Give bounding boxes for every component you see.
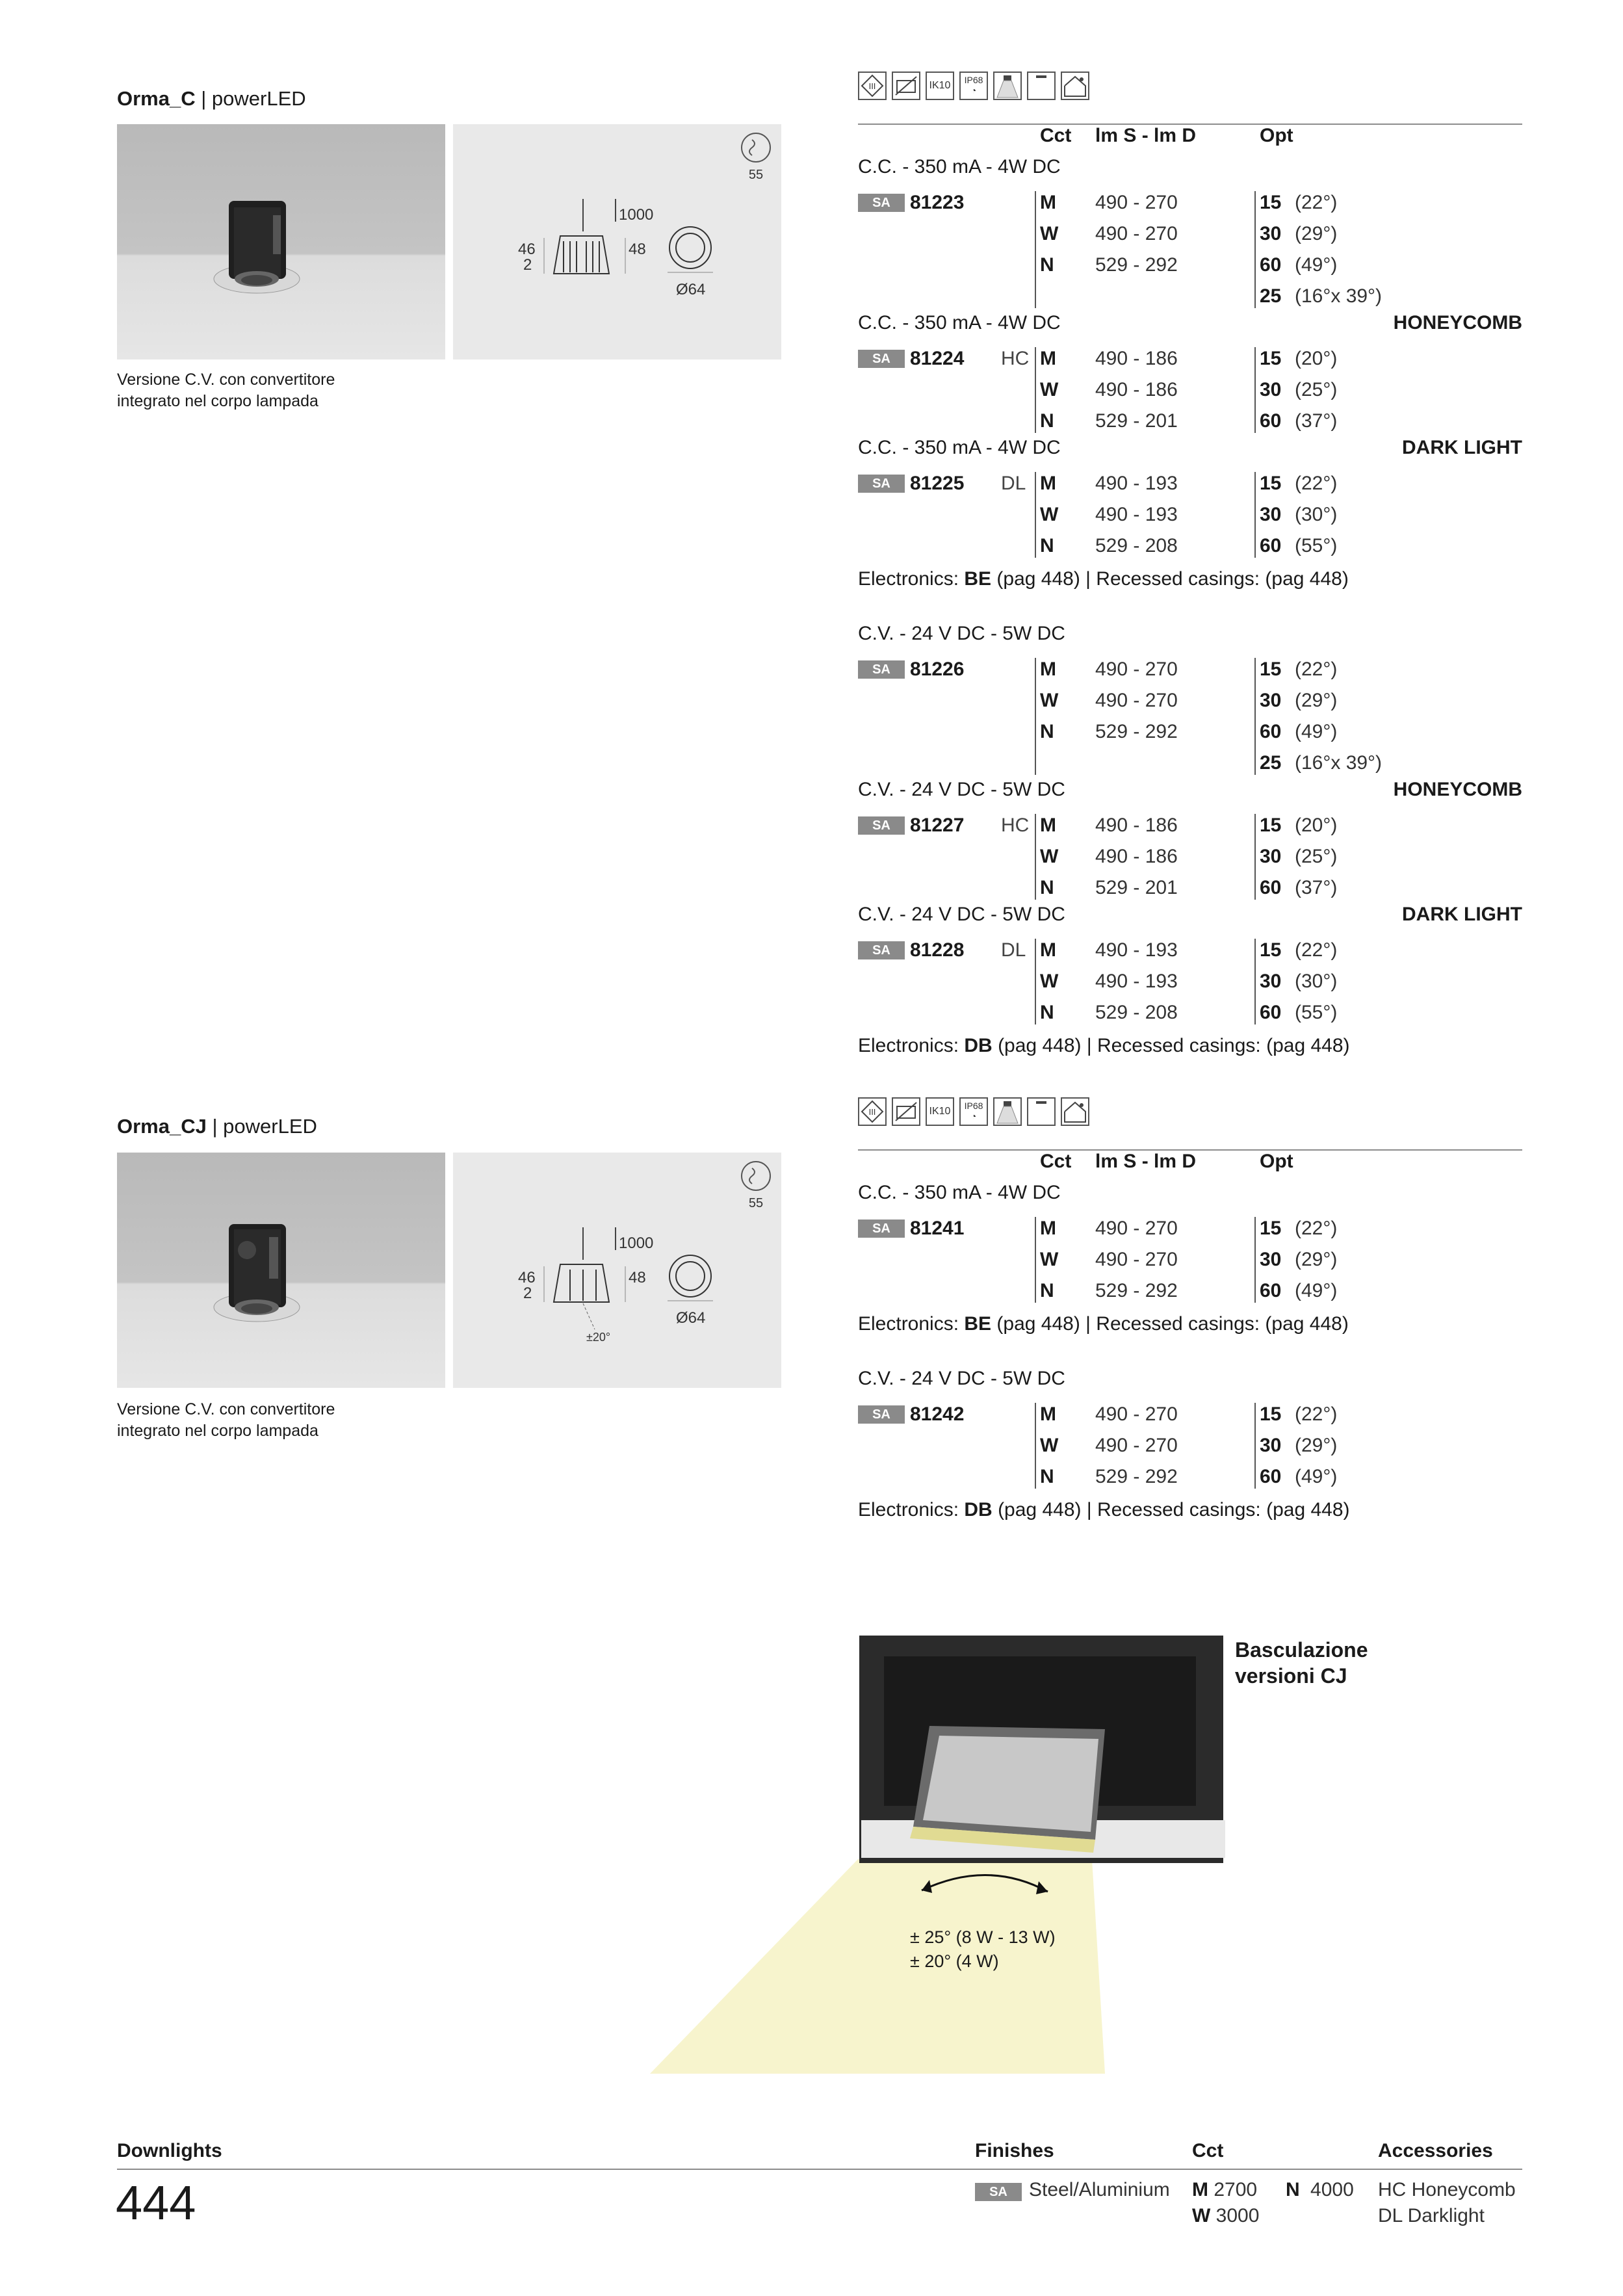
dim-48: 48 (629, 1269, 646, 1286)
cct-n-value: 4000 (1310, 2179, 1354, 2200)
orma-cj-81242-angle: (49°) (1295, 1466, 1338, 1487)
orma-c-81226-code: 81226 (910, 659, 965, 680)
orma-c-81228-lumen: 490 - 193 (1095, 939, 1178, 961)
orma-c-81227-divider-1 (1035, 814, 1036, 900)
orma-c-81228-divider-1 (1035, 939, 1036, 1024)
orma-c-81223-code: 81223 (910, 192, 965, 213)
accessory-dl: DL Darklight (1378, 2205, 1485, 2226)
orma-c-81223-divider-1 (1035, 191, 1036, 308)
orma-c-IP68-icon: IP68 ◔ (959, 72, 988, 100)
orma-cj-81241-optic: 15 (1260, 1218, 1282, 1239)
orma-cj-81241-section-label: C.C. - 350 mA - 4W DC (858, 1182, 1061, 1203)
orma-c-81227-section-label: C.V. - 24 V DC - 5W DC (858, 779, 1065, 800)
orma-cj-head-lm: lm S - lm D (1095, 1151, 1197, 1172)
orma-c-81225-divider-2 (1254, 472, 1256, 558)
orma-cj-81242-divider-2 (1254, 1403, 1256, 1489)
orma-cj-81242-angle: (29°) (1295, 1435, 1338, 1456)
dim-64: Ø64 (676, 281, 706, 298)
technical-drawing-orma-cj (453, 1153, 781, 1388)
orma-c-81224-divider-1 (1035, 347, 1036, 433)
dim-20: ±20° (586, 1331, 611, 1344)
orma-cj-81241-lumen: 529 - 292 (1095, 1280, 1178, 1301)
dim-46: 46 (518, 241, 536, 258)
orma-c-81224-divider-2 (1254, 347, 1256, 433)
orma-c-81226-angle: (29°) (1295, 690, 1338, 711)
orma-c-81223-angle: (16°x 39°) (1295, 285, 1383, 307)
orma-c-81228-section-label: C.V. - 24 V DC - 5W DC (858, 904, 1065, 925)
orma-c-81224-angle: (20°) (1295, 348, 1338, 369)
orma-cj-81242-lumen: 529 - 292 (1095, 1466, 1178, 1487)
orma-c-81225-angle: (22°) (1295, 473, 1338, 494)
footer-rule (117, 2169, 1522, 2170)
orma-c-81224-cct: M (1040, 348, 1056, 369)
orma-cj-81242-optic: 60 (1260, 1466, 1282, 1487)
orma-cj-81242-section-label: C.V. - 24 V DC - 5W DC (858, 1368, 1065, 1389)
orma-c-81228-angle: (22°) (1295, 939, 1338, 961)
orma-c-81223-optic: 15 (1260, 192, 1282, 213)
orma-c-81224-section-label: C.C. - 350 mA - 4W DC (858, 312, 1061, 333)
orma-c-81226-divider-1 (1035, 658, 1036, 775)
orma-cj-ceiling-icon (1027, 1097, 1056, 1126)
orma-c-81226-optic: 60 (1260, 721, 1282, 742)
page-number: 444 (116, 2176, 196, 2230)
footer-category: Downlights (117, 2140, 222, 2161)
orma-cj-81241-divider-1 (1035, 1217, 1036, 1303)
product-photo-orma-c (117, 124, 445, 359)
orma-c-81226-optic: 15 (1260, 659, 1282, 680)
orma-cj-81241-angle: (22°) (1295, 1218, 1338, 1239)
accessory-hc: HC Honeycomb (1378, 2179, 1516, 2200)
orma-cj-81241-cct: W (1040, 1249, 1059, 1270)
orma-c-81227-lumen: 490 - 186 (1095, 846, 1178, 867)
orma-c-81227-code: 81227 (910, 815, 965, 836)
orma-c-head-lm: lm S - lm D (1095, 125, 1197, 146)
orma-cj-81242-optic: 15 (1260, 1403, 1282, 1425)
orma-cj-81241-angle: (29°) (1295, 1249, 1338, 1270)
orma-cj-81241-cct: N (1040, 1280, 1054, 1301)
orma-cj-81241-lumen: 490 - 270 (1095, 1249, 1178, 1270)
orma-cj-81241-divider-2 (1254, 1217, 1256, 1303)
orma-cj-head-cct: Cct (1040, 1151, 1072, 1172)
orma-c-electronics-note-2: Electronics: DB (pag 448) | Recessed casings: (pag 448) (858, 1035, 1350, 1056)
orma-c-81226-angle: (22°) (1295, 659, 1338, 680)
orma-cj-81241-lumen: 490 - 270 (1095, 1218, 1178, 1239)
orma-c-electronics-note-1: Electronics: BE (pag 448) | Recessed casings: (pag 448) (858, 568, 1349, 590)
finish-name: Steel/Aluminium (1029, 2179, 1170, 2200)
orma-c-81226-divider-2 (1254, 658, 1256, 775)
orma-c-81225-optic: 60 (1260, 535, 1282, 556)
orma-c-81223-lumen: 490 - 270 (1095, 192, 1178, 213)
orma-c-81228-variant-tag: DARK LIGHT (1402, 904, 1522, 925)
orma-cj-81242-lumen: 490 - 270 (1095, 1435, 1178, 1456)
orma-c-81228-optic: 30 (1260, 971, 1282, 992)
orma-cj-81242-divider-1 (1035, 1403, 1036, 1489)
orma-c-81226-lumen: 529 - 292 (1095, 721, 1178, 742)
orma-cj-IP68-icon: IP68 ◔ (959, 1097, 988, 1126)
orma-cj-no-cover-icon (892, 1097, 920, 1126)
caption-orma-c: Versione C.V. con convertitore integrato nel corpo lampada (117, 371, 335, 410)
orma-c-81228-accessory: DL (1001, 939, 1026, 961)
svg-text:III: III (868, 81, 876, 91)
footer-cct-heading: Cct (1192, 2140, 1224, 2161)
orma-c-81224-code: 81224 (910, 348, 965, 369)
technical-drawing-orma-c (453, 124, 781, 359)
orma-c-81227-finish-badge: SA (858, 816, 905, 835)
orma-c-81227-optic: 30 (1260, 846, 1282, 867)
orma-c-81226-angle: (49°) (1295, 721, 1338, 742)
orma-c-81223-lumen: 490 - 270 (1095, 223, 1178, 244)
orma-c-81225-optic: 15 (1260, 473, 1282, 494)
orma-c-81227-accessory: HC (1001, 815, 1030, 836)
orma-cj-81242-cct: W (1040, 1435, 1059, 1456)
orma-c-head-opt: Opt (1260, 125, 1293, 146)
orma-c-81225-section-label: C.C. - 350 mA - 4W DC (858, 437, 1061, 458)
orma-cj-81242-optic: 30 (1260, 1435, 1282, 1456)
orma-c-81224-variant-tag: HONEYCOMB (1393, 312, 1522, 333)
orma-c-81228-cct: N (1040, 1002, 1054, 1023)
orma-c-81224-optic: 15 (1260, 348, 1282, 369)
orma-cj-81241-angle: (49°) (1295, 1280, 1338, 1301)
orma-c-81225-optic: 30 (1260, 504, 1282, 525)
orma-c-81223-finish-badge: SA (858, 194, 905, 212)
orma-c-81225-code: 81225 (910, 473, 965, 494)
orma-c-81226-cct: W (1040, 690, 1059, 711)
orma-cj-IK10-icon: IK10 (926, 1097, 954, 1126)
orma-c-81225-cct: M (1040, 473, 1056, 494)
orma-c-81224-lumen: 490 - 186 (1095, 379, 1178, 400)
orma-c-81228-angle: (55°) (1295, 1002, 1338, 1023)
orma-c-81225-cct: W (1040, 504, 1059, 525)
dim-55: 55 (748, 1196, 764, 1210)
orma-cj-III-icon (858, 1097, 887, 1126)
orma-c-81224-cct: N (1040, 410, 1054, 432)
orma-c-81227-cct: M (1040, 815, 1056, 836)
orma-c-81223-cct: W (1040, 223, 1059, 244)
orma-c-81224-lumen: 529 - 201 (1095, 410, 1178, 432)
orma-c-81224-angle: (25°) (1295, 379, 1338, 400)
orma-cj-81242-code: 81242 (910, 1403, 965, 1425)
orma-cj-house-icon (1061, 1097, 1089, 1126)
orma-c-81228-code: 81228 (910, 939, 965, 961)
dim-55: 55 (748, 168, 764, 182)
orma-c-81225-lumen: 490 - 193 (1095, 504, 1178, 525)
orma-c-81227-lumen: 529 - 201 (1095, 877, 1178, 898)
orma-cj-81241-optic: 60 (1260, 1280, 1282, 1301)
orma-c-81226-optic: 30 (1260, 690, 1282, 711)
orma-c-81223-optic: 25 (1260, 285, 1282, 307)
orma-c-81227-angle: (25°) (1295, 846, 1338, 867)
orma-c-81227-cct: N (1040, 877, 1054, 898)
orma-c-81228-lumen: 529 - 208 (1095, 1002, 1178, 1023)
orma-c-81226-lumen: 490 - 270 (1095, 659, 1178, 680)
finish-badge: SA (975, 2183, 1022, 2201)
orma-c-81228-finish-badge: SA (858, 941, 905, 959)
orma-c-81227-divider-2 (1254, 814, 1256, 900)
orma-c-81223-optic: 30 (1260, 223, 1282, 244)
orma-c-81227-optic: 60 (1260, 877, 1282, 898)
orma-c-III-icon (858, 72, 887, 100)
orma-c-81224-cct: W (1040, 379, 1059, 400)
orma-c-81228-optic: 60 (1260, 1002, 1282, 1023)
orma-c-81223-optic: 60 (1260, 254, 1282, 276)
orma-cj-81242-lumen: 490 - 270 (1095, 1403, 1178, 1425)
orma-c-ceiling-icon (1027, 72, 1056, 100)
orma-c-81227-angle: (20°) (1295, 815, 1338, 836)
orma-c-81228-angle: (30°) (1295, 971, 1338, 992)
orma-c-81226-lumen: 490 - 270 (1095, 690, 1178, 711)
orma-cj-tilt-lamp-icon (993, 1097, 1022, 1126)
orma-c-81227-cct: W (1040, 846, 1059, 867)
orma-c-81224-optic: 60 (1260, 410, 1282, 432)
footer-finishes-heading: Finishes (975, 2140, 1054, 2161)
orma-c-81227-angle: (37°) (1295, 877, 1338, 898)
orma-c-house-icon (1061, 72, 1089, 100)
orma-c-head-cct: Cct (1040, 125, 1072, 146)
orma-c-81226-section-label: C.V. - 24 V DC - 5W DC (858, 623, 1065, 644)
orma-cj-81242-finish-badge: SA (858, 1405, 905, 1424)
orma-c-81228-cct: M (1040, 939, 1056, 961)
cct-m-value: 2700 (1214, 2179, 1258, 2200)
product-photo-orma-cj (117, 1153, 445, 1388)
cct-w-value: 3000 (1215, 2205, 1260, 2226)
orma-c-81225-accessory: DL (1001, 473, 1026, 494)
orma-cj-81242-cct: M (1040, 1403, 1056, 1425)
orma-c-81224-accessory: HC (1001, 348, 1030, 369)
orma-c-81224-angle: (37°) (1295, 410, 1338, 432)
dim-48: 48 (629, 241, 646, 258)
orma-c-81225-divider-1 (1035, 472, 1036, 558)
orma-c-81223-divider-2 (1254, 191, 1256, 308)
orma-c-81226-angle: (16°x 39°) (1295, 752, 1383, 774)
cct-w-code: W (1192, 2205, 1211, 2226)
orma-cj-electronics-note-1: Electronics: BE (pag 448) | Recessed casings: (pag 448) (858, 1313, 1349, 1335)
dim-2: 2 (523, 1285, 532, 1302)
orma-c-81223-lumen: 529 - 292 (1095, 254, 1178, 276)
orma-c-81228-optic: 15 (1260, 939, 1282, 961)
orma-c-81225-angle: (55°) (1295, 535, 1338, 556)
orma-c-81224-finish-badge: SA (858, 350, 905, 368)
orma-cj-81241-finish-badge: SA (858, 1220, 905, 1238)
product-title-orma-c: Orma_C | powerLED (117, 87, 306, 110)
dim-2: 2 (523, 256, 532, 274)
orma-c-81223-cct: M (1040, 192, 1056, 213)
orma-c-81223-section-label: C.C. - 350 mA - 4W DC (858, 156, 1061, 177)
orma-c-81228-lumen: 490 - 193 (1095, 971, 1178, 992)
cct-m-code: M (1192, 2179, 1208, 2200)
orma-c-IK10-icon: IK10 (926, 72, 954, 100)
orma-c-81223-angle: (29°) (1295, 223, 1338, 244)
orma-c-81226-cct: M (1040, 659, 1056, 680)
orma-c-no-cover-icon (892, 72, 920, 100)
cct-n-code: N (1286, 2179, 1300, 2200)
orma-c-81225-lumen: 529 - 208 (1095, 535, 1178, 556)
orma-c-81225-variant-tag: DARK LIGHT (1402, 437, 1522, 458)
tilt-title: Basculazione versioni CJ (1235, 1638, 1368, 1688)
svg-text:III: III (868, 1107, 876, 1117)
orma-c-81224-lumen: 490 - 186 (1095, 348, 1178, 369)
orma-c-81225-finish-badge: SA (858, 475, 905, 493)
dim-64: Ø64 (676, 1309, 706, 1327)
orma-c-81228-cct: W (1040, 971, 1059, 992)
tilt-diagram (650, 1625, 1430, 2080)
orma-c-81223-cct: N (1040, 254, 1054, 276)
orma-c-lamp-icon (993, 72, 1022, 100)
spec-column (858, 72, 1522, 1520)
orma-c-81223-angle: (49°) (1295, 254, 1338, 276)
footer-accessories-heading: Accessories (1378, 2140, 1493, 2161)
orma-cj-81242-cct: N (1040, 1466, 1054, 1487)
orma-cj-81242-angle: (22°) (1295, 1403, 1338, 1425)
orma-c-81227-lumen: 490 - 186 (1095, 815, 1178, 836)
product-title-orma-cj: Orma_CJ | powerLED (117, 1115, 317, 1138)
dim-46: 46 (518, 1269, 536, 1286)
orma-cj-electronics-note-2: Electronics: DB (pag 448) | Recessed casings: (pag 448) (858, 1499, 1350, 1520)
orma-c-81223-angle: (22°) (1295, 192, 1338, 213)
orma-c-81228-divider-2 (1254, 939, 1256, 1024)
orma-cj-81241-code: 81241 (910, 1218, 965, 1239)
orma-c-81224-optic: 30 (1260, 379, 1282, 400)
orma-c-81226-finish-badge: SA (858, 660, 905, 679)
orma-cj-81241-optic: 30 (1260, 1249, 1282, 1270)
dim-1000: 1000 (619, 1234, 654, 1252)
orma-c-81227-variant-tag: HONEYCOMB (1393, 779, 1522, 800)
orma-c-81226-cct: N (1040, 721, 1054, 742)
tilt-angles: ± 25° (8 W - 13 W) ± 20° (4 W) (910, 1927, 1056, 1971)
caption-orma-cj: Versione C.V. con convertitore integrato nel corpo lampada (117, 1400, 335, 1440)
orma-c-81225-lumen: 490 - 193 (1095, 473, 1178, 494)
orma-c-81226-optic: 25 (1260, 752, 1282, 774)
orma-c-81227-optic: 15 (1260, 815, 1282, 836)
orma-c-81225-angle: (30°) (1295, 504, 1338, 525)
dim-1000: 1000 (619, 206, 654, 224)
orma-cj-head-opt: Opt (1260, 1151, 1293, 1172)
orma-cj-81241-cct: M (1040, 1218, 1056, 1239)
orma-c-81225-cct: N (1040, 535, 1054, 556)
